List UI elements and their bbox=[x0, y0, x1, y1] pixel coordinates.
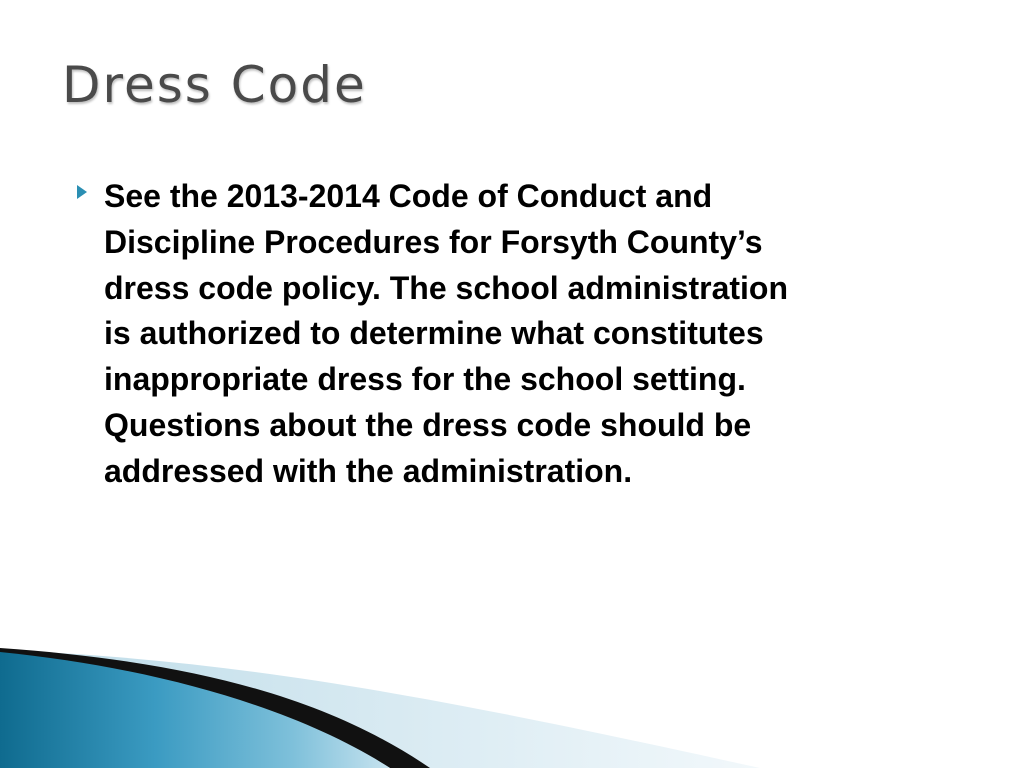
slide-title: Dress Code bbox=[62, 56, 367, 114]
bullet-text: See the 2013-2014 Code of Conduct and Discipline Procedures for Forsyth County’s dress code policy. The school administration is authorized to determine what constitutes inappropriate dress for the school setting. Questions about the dress code should be addressed with the administration. bbox=[104, 178, 788, 489]
